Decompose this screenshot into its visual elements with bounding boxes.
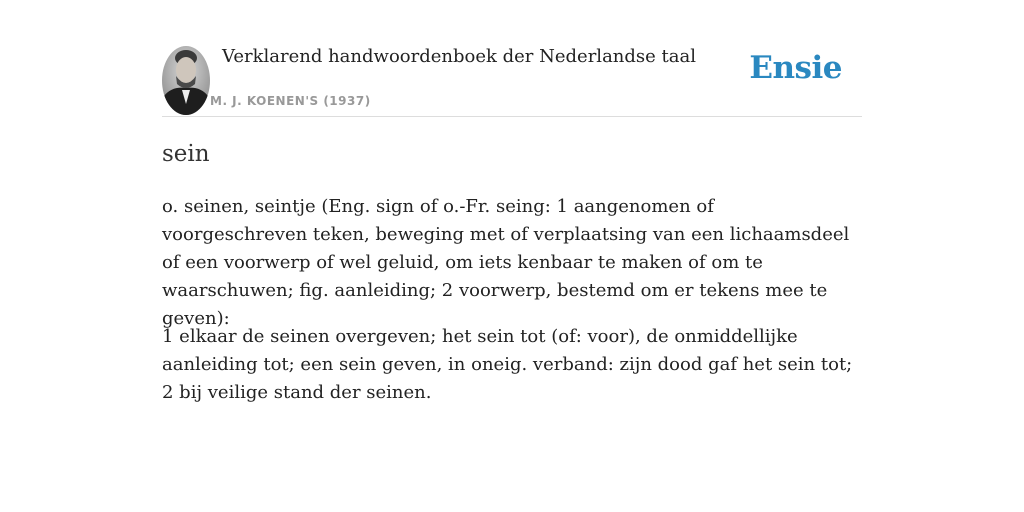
page-container (162, 0, 862, 403)
example-line: 2 bij veilige stand der seinen. (162, 382, 432, 403)
book-title: Verklarend handwoordenboek der Nederlandse taal (222, 46, 696, 67)
entry-examples (162, 323, 862, 407)
entry-definition: o. seinen, seintje (Eng. sign of o.-Fr. seing: 1 aangenomen of voorgeschreven teken, beweging met of verplaatsing van een lichaamsdeel of een voorwerp of wel geluid, om iets kenbaar te maken of om te waarschuwen; fig. aanleiding; 2 voorwerp, bestemd om er tekens mee te geven): (162, 196, 850, 329)
book-header (162, 0, 862, 117)
ensie-logo-link[interactable]: Ensie (749, 50, 842, 86)
example-line: 1 elkaar de seinen overgeven; het sein tot (of: voor), de onmiddellijke aanleiding tot; een sein geven, in oneig. verband: zijn dood gaf het sein tot; (162, 326, 853, 375)
entry-headword: sein (162, 141, 210, 167)
author-portrait (162, 46, 210, 115)
book-subtitle: M. J. KOENEN'S (1937) (210, 94, 371, 108)
